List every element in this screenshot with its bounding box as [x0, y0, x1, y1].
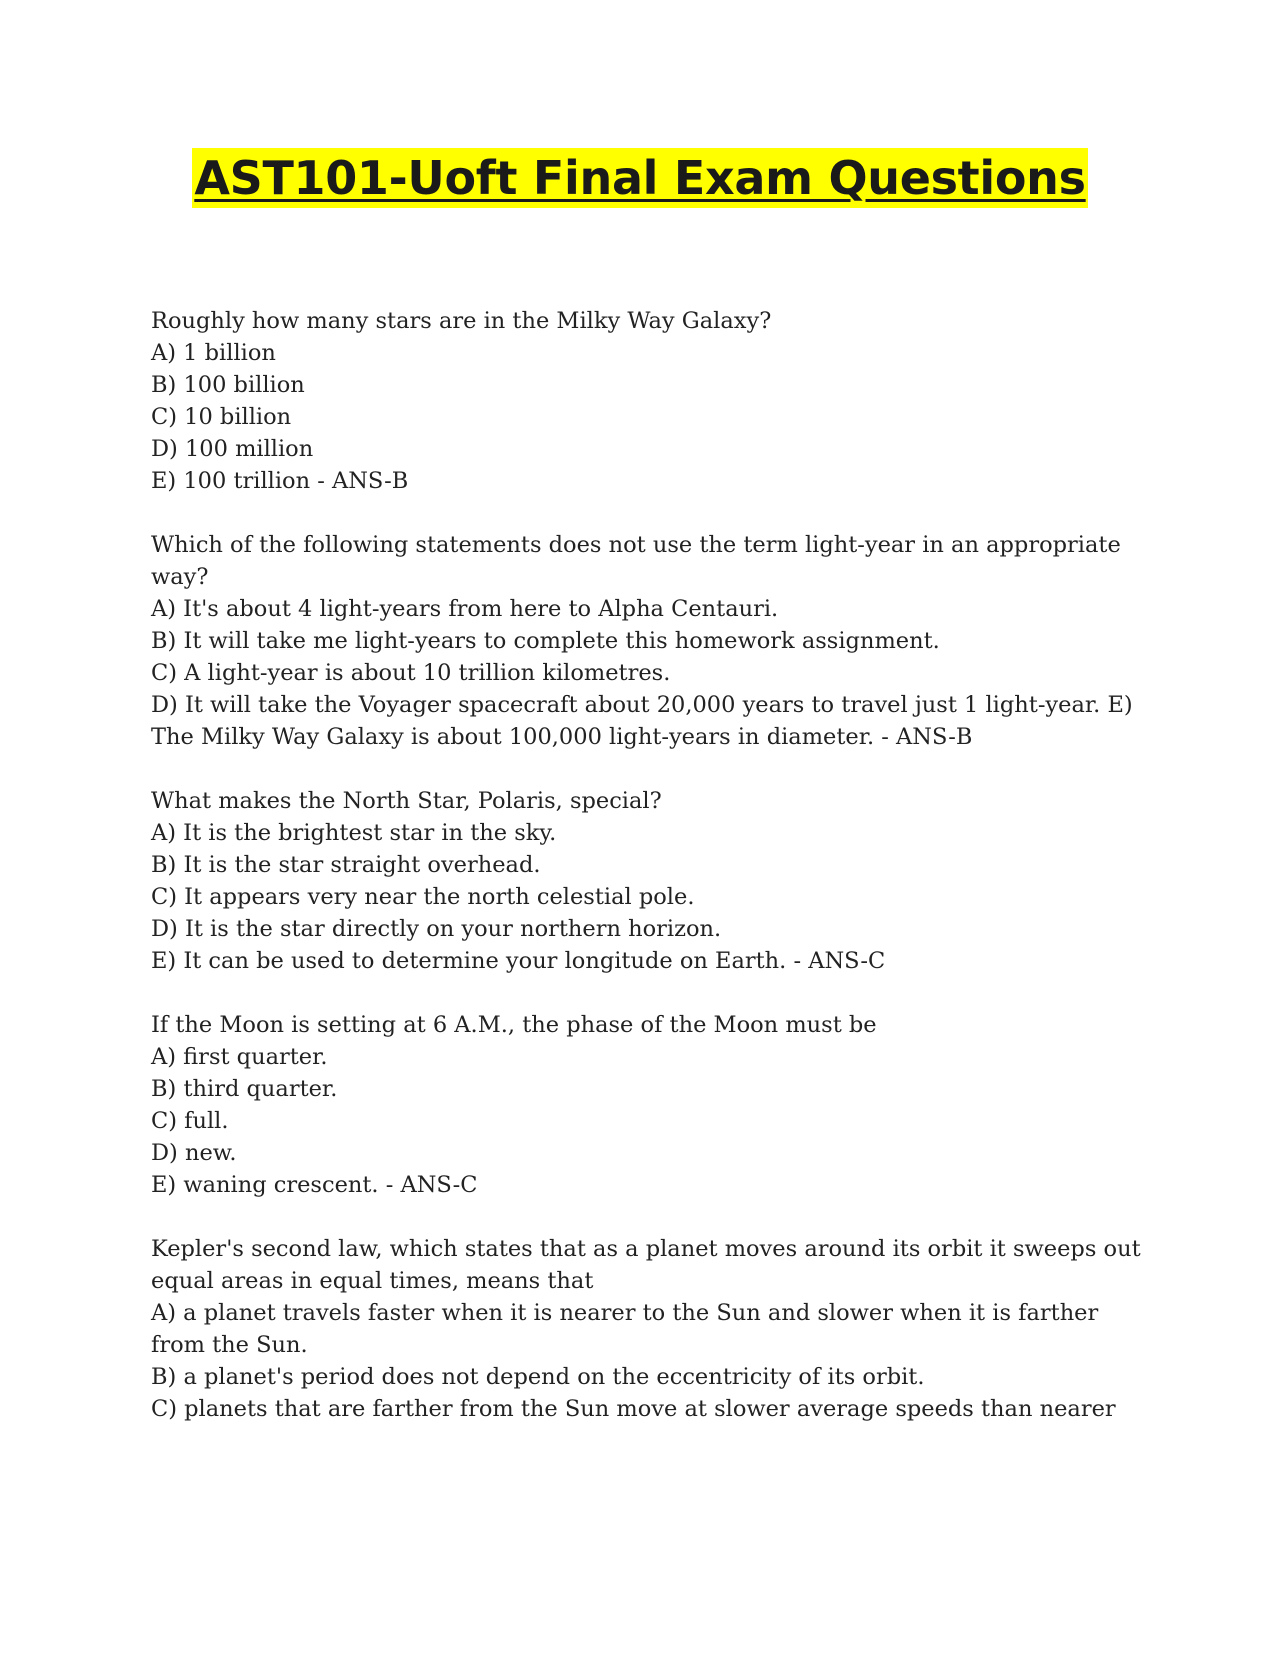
answer-option: C) 10 billion [151, 404, 292, 430]
answer-option: C) It appears very near the north celestial pole. [151, 884, 695, 910]
answer-option: A) It is the brightest star in the sky. [151, 820, 557, 846]
question-block [151, 785, 1141, 977]
answer-option: C) full. [151, 1108, 229, 1134]
answer-option: D) new. [151, 1140, 237, 1166]
answer-option: A) a planet travels faster when it is nearer to the Sun and slower when it is farther from the Sun. [151, 1300, 1106, 1358]
question-text: Which of the following statements does not use the term light-year in an appropriate way? [151, 532, 1128, 590]
answer-option: A) first quarter. [151, 1044, 328, 1070]
answer-option: E) 100 trillion - ANS-B [151, 468, 409, 494]
question-text: Kepler's second law, which states that as a planet moves around its orbit it sweeps out equal areas in equal times, means that [151, 1236, 1148, 1294]
answer-option: C) A light-year is about 10 trillion kilometres. [151, 660, 671, 686]
questions-list [151, 305, 1148, 1457]
answer-option: A) It's about 4 light-years from here to Alpha Centauri. [151, 596, 779, 622]
answer-option: B) It will take me light-years to complete this homework assignment. [151, 628, 940, 654]
answer-option: B) third quarter. [151, 1076, 338, 1102]
question-text: Roughly how many stars are in the Milky Way Galaxy? [151, 308, 772, 334]
question-block [151, 1009, 1141, 1201]
title-container [0, 148, 1280, 208]
answer-option: B) It is the star straight overhead. [151, 852, 541, 878]
document-title: AST101-Uoft Final Exam Questions [192, 148, 1087, 208]
answer-option: E) It can be used to determine your longitude on Earth. - ANS-C [151, 948, 886, 974]
answer-option: A) 1 billion [151, 340, 276, 366]
question-block [151, 1233, 1148, 1425]
answer-option: C) planets that are farther from the Sun move at slower average speeds than nearer [151, 1396, 1116, 1422]
question-block [151, 529, 1141, 753]
answer-option: D) It will take the Voyager spacecraft about 20,000 years to travel just 1 light-year. E) The Milky Way Galaxy is about 100,000 light-years in diameter. - ANS-B [151, 692, 1140, 750]
answer-option: B) a planet's period does not depend on the eccentricity of its orbit. [151, 1364, 925, 1390]
question-text: If the Moon is setting at 6 A.M., the phase of the Moon must be [151, 1012, 877, 1038]
question-block [151, 305, 1141, 497]
question-text: What makes the North Star, Polaris, special? [151, 788, 662, 814]
answer-option: E) waning crescent. - ANS-C [151, 1172, 478, 1198]
answer-option: D) It is the star directly on your northern horizon. [151, 916, 722, 942]
answer-option: B) 100 billion [151, 372, 305, 398]
answer-option: D) 100 million [151, 436, 314, 462]
